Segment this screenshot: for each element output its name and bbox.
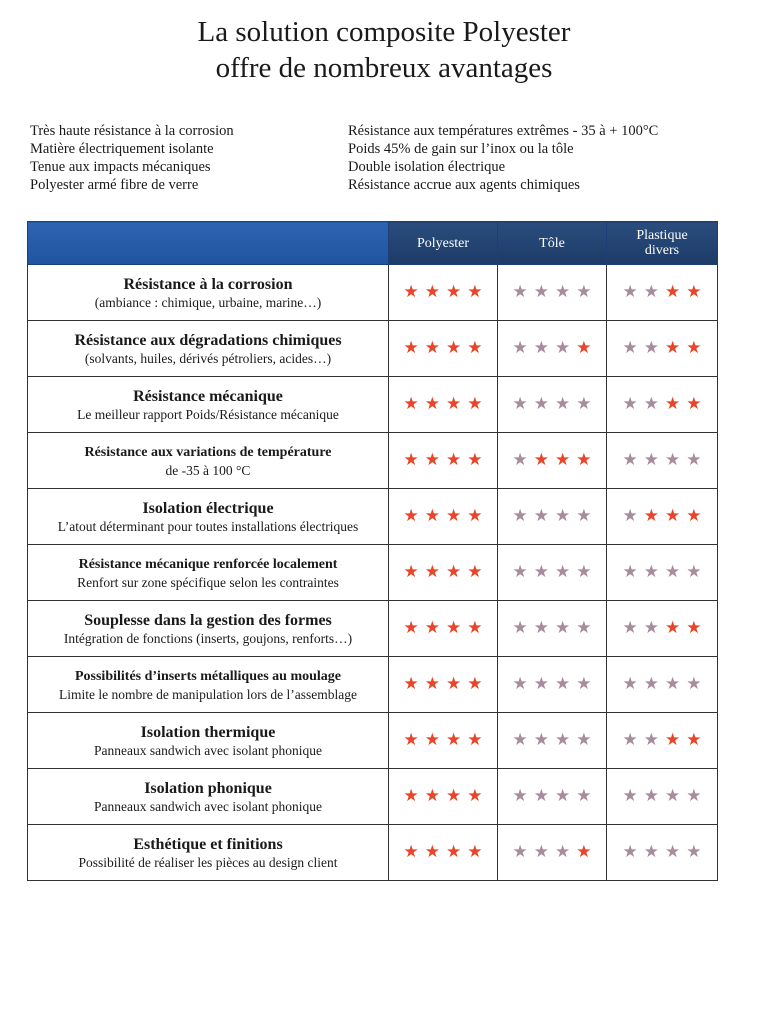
advantage-item: Résistance accrue aux agents chimiques [348,177,580,193]
criteria-cell [28,825,389,881]
rating-cell-plastique [607,545,718,601]
rating-cell-plastique [607,825,718,881]
star-rating [623,451,702,469]
star-empty-icon: ★ [555,282,571,302]
star-empty-icon: ★ [622,786,638,806]
table-row [28,433,718,489]
criteria-cell [28,657,389,713]
star-filled-icon: ★ [686,506,702,526]
criteria-description: de -35 à 100 °C [165,462,251,478]
star-filled-icon: ★ [403,338,419,358]
rating-cell-tole [498,657,607,713]
criteria-title: Isolation phonique [144,779,272,797]
rating-cell-tole [498,769,607,825]
criteria-description: Le meilleur rapport Poids/Résistance mécanique [77,406,339,422]
star-filled-icon: ★ [446,394,462,414]
rating-cell-polyester [389,265,498,321]
star-rating [513,731,592,749]
star-filled-icon: ★ [403,674,419,694]
criteria-description: (solvants, huiles, dérivés pétroliers, acides…) [84,350,332,366]
criteria-title: Résistance mécanique renforcée localement [78,556,338,572]
star-empty-icon: ★ [533,394,549,414]
star-rating [513,675,592,693]
criteria-description: Intégration de fonctions (inserts, goujons, renforts…) [63,630,353,646]
criteria-title: Souplesse dans la gestion des formes [84,611,332,629]
star-rating [513,843,592,861]
star-filled-icon: ★ [446,506,462,526]
criteria-title: Isolation électrique [142,499,274,517]
criteria-cell [28,321,389,377]
star-empty-icon: ★ [643,618,659,638]
star-empty-icon: ★ [643,730,659,750]
star-rating [623,339,702,357]
rating-cell-polyester [389,601,498,657]
star-empty-icon: ★ [622,562,638,582]
advantage-item: Double isolation électrique [348,159,506,175]
star-rating [623,507,702,525]
star-empty-icon: ★ [576,394,592,414]
star-filled-icon: ★ [403,730,419,750]
star-filled-icon: ★ [576,338,592,358]
star-rating [404,339,483,357]
star-empty-icon: ★ [512,506,528,526]
star-empty-icon: ★ [643,842,659,862]
star-filled-icon: ★ [576,842,592,862]
star-filled-icon: ★ [446,338,462,358]
star-filled-icon: ★ [424,618,440,638]
criteria-description: Limite le nombre de manipulation lors de l’assemblage [58,686,358,702]
star-empty-icon: ★ [512,730,528,750]
criteria-description: Renfort sur zone spécifique selon les contraintes [77,574,339,590]
star-empty-icon: ★ [533,506,549,526]
star-filled-icon: ★ [467,618,483,638]
star-filled-icon: ★ [665,282,681,302]
star-empty-icon: ★ [533,618,549,638]
advantage-item: Résistance aux températures extrêmes - 35 à + 100°C [348,123,659,139]
rating-cell-polyester [389,433,498,489]
star-filled-icon: ★ [446,282,462,302]
rating-cell-tole [498,265,607,321]
star-rating [404,731,483,749]
criteria-title: Isolation thermique [140,723,276,741]
star-empty-icon: ★ [512,842,528,862]
title-line-2: offre de nombreux avantages [215,52,553,84]
star-filled-icon: ★ [424,450,440,470]
star-filled-icon: ★ [446,618,462,638]
star-filled-icon: ★ [424,506,440,526]
criteria-title: Résistance mécanique [133,387,283,405]
star-empty-icon: ★ [533,674,549,694]
star-filled-icon: ★ [424,394,440,414]
table-row [28,489,718,545]
rating-cell-plastique [607,433,718,489]
star-filled-icon: ★ [467,674,483,694]
star-empty-icon: ★ [512,674,528,694]
star-empty-icon: ★ [622,450,638,470]
criteria-cell [28,265,389,321]
advantage-item: Polyester armé fibre de verre [30,177,199,193]
star-empty-icon: ★ [512,394,528,414]
star-filled-icon: ★ [424,842,440,862]
star-filled-icon: ★ [467,506,483,526]
advantage-item: Poids 45% de gain sur l’inox ou la tôle [348,141,574,157]
star-empty-icon: ★ [533,282,549,302]
star-filled-icon: ★ [555,450,571,470]
star-filled-icon: ★ [686,394,702,414]
star-filled-icon: ★ [403,506,419,526]
table-row [28,657,718,713]
title-line-1: La solution composite Polyester [197,16,571,48]
star-empty-icon: ★ [643,282,659,302]
criteria-header [28,222,389,265]
star-filled-icon: ★ [403,786,419,806]
star-filled-icon: ★ [446,786,462,806]
star-empty-icon: ★ [665,786,681,806]
rating-cell-tole [498,545,607,601]
star-empty-icon: ★ [686,786,702,806]
star-filled-icon: ★ [686,338,702,358]
star-empty-icon: ★ [533,842,549,862]
star-empty-icon: ★ [555,562,571,582]
rating-cell-polyester [389,545,498,601]
star-rating [623,787,702,805]
star-empty-icon: ★ [533,786,549,806]
star-filled-icon: ★ [403,618,419,638]
star-empty-icon: ★ [555,730,571,750]
comparison-table [27,221,718,881]
criteria-cell [28,601,389,657]
star-empty-icon: ★ [576,506,592,526]
star-empty-icon: ★ [512,562,528,582]
star-empty-icon: ★ [686,842,702,862]
star-filled-icon: ★ [467,450,483,470]
star-empty-icon: ★ [512,618,528,638]
star-rating [623,619,702,637]
star-empty-icon: ★ [643,394,659,414]
star-empty-icon: ★ [576,674,592,694]
star-empty-icon: ★ [533,338,549,358]
table-header-row [28,222,718,265]
star-empty-icon: ★ [622,618,638,638]
star-empty-icon: ★ [643,338,659,358]
star-filled-icon: ★ [467,730,483,750]
star-empty-icon: ★ [622,674,638,694]
star-empty-icon: ★ [555,842,571,862]
star-filled-icon: ★ [576,450,592,470]
star-empty-icon: ★ [643,786,659,806]
rating-cell-tole [498,321,607,377]
rating-cell-polyester [389,377,498,433]
star-rating [623,283,702,301]
rating-cell-tole [498,433,607,489]
criteria-cell [28,433,389,489]
star-empty-icon: ★ [533,562,549,582]
column-header-plastique [607,222,718,265]
rating-cell-plastique [607,377,718,433]
star-filled-icon: ★ [686,730,702,750]
column-header-polyester: Polyester [389,222,498,265]
star-empty-icon: ★ [686,450,702,470]
criteria-description: Panneaux sandwich avec isolant phonique [94,742,322,758]
star-rating [404,787,483,805]
table-row [28,321,718,377]
rating-cell-plastique [607,601,718,657]
star-filled-icon: ★ [424,730,440,750]
star-rating [623,731,702,749]
star-rating [623,675,702,693]
criteria-title: Résistance aux dégradations chimiques [74,331,342,349]
star-rating [404,395,483,413]
rating-cell-plastique [607,265,718,321]
criteria-cell [28,489,389,545]
criteria-title: Esthétique et finitions [133,835,283,853]
star-rating [513,619,592,637]
star-empty-icon: ★ [512,450,528,470]
advantage-item: Tenue aux impacts mécaniques [30,159,211,175]
star-empty-icon: ★ [665,450,681,470]
star-filled-icon: ★ [446,562,462,582]
star-empty-icon: ★ [622,506,638,526]
star-filled-icon: ★ [424,562,440,582]
star-empty-icon: ★ [555,674,571,694]
star-filled-icon: ★ [665,394,681,414]
star-filled-icon: ★ [424,338,440,358]
criteria-title: Résistance aux variations de température [84,444,332,460]
star-filled-icon: ★ [665,506,681,526]
rating-cell-polyester [389,489,498,545]
rating-cell-polyester [389,657,498,713]
criteria-cell [28,713,389,769]
star-filled-icon: ★ [467,394,483,414]
star-filled-icon: ★ [467,282,483,302]
star-empty-icon: ★ [643,450,659,470]
star-empty-icon: ★ [686,562,702,582]
star-empty-icon: ★ [555,618,571,638]
star-empty-icon: ★ [576,282,592,302]
rating-cell-tole [498,377,607,433]
star-rating [404,675,483,693]
table-row [28,601,718,657]
criteria-description: Panneaux sandwich avec isolant phonique [94,798,322,814]
star-rating [404,283,483,301]
star-filled-icon: ★ [403,562,419,582]
star-filled-icon: ★ [446,842,462,862]
column-header-tole: Tôle [498,222,607,265]
rating-cell-polyester [389,769,498,825]
rating-cell-plastique [607,769,718,825]
criteria-description: L’atout déterminant pour toutes installations électriques [57,518,359,534]
star-filled-icon: ★ [665,618,681,638]
rating-cell-plastique [607,657,718,713]
star-filled-icon: ★ [446,730,462,750]
star-empty-icon: ★ [622,338,638,358]
star-empty-icon: ★ [555,338,571,358]
star-filled-icon: ★ [403,282,419,302]
table-row [28,713,718,769]
star-filled-icon: ★ [446,450,462,470]
star-filled-icon: ★ [467,562,483,582]
star-empty-icon: ★ [576,618,592,638]
star-filled-icon: ★ [467,842,483,862]
star-empty-icon: ★ [665,842,681,862]
star-empty-icon: ★ [665,562,681,582]
criteria-description: Possibilité de réaliser les pièces au design client [78,854,338,870]
advantages-right-list [348,122,658,194]
star-filled-icon: ★ [686,618,702,638]
star-rating [623,395,702,413]
star-filled-icon: ★ [424,674,440,694]
star-rating [623,563,702,581]
column-header-plastique-label: Plastique divers [636,228,688,258]
star-empty-icon: ★ [576,730,592,750]
star-empty-icon: ★ [533,730,549,750]
criteria-cell [28,769,389,825]
star-filled-icon: ★ [665,338,681,358]
star-rating [404,619,483,637]
rating-cell-plastique [607,713,718,769]
star-rating [513,283,592,301]
table-row [28,825,718,881]
table-row [28,377,718,433]
star-filled-icon: ★ [467,338,483,358]
criteria-title: Possibilités d’inserts métalliques au moulage [74,668,341,684]
table-row [28,265,718,321]
page-title [0,14,768,86]
criteria-title: Résistance à la corrosion [123,275,293,293]
rating-cell-plastique [607,489,718,545]
star-rating [513,339,592,357]
rating-cell-polyester [389,321,498,377]
criteria-cell [28,545,389,601]
star-empty-icon: ★ [512,786,528,806]
rating-cell-polyester [389,825,498,881]
table-row [28,769,718,825]
star-filled-icon: ★ [665,730,681,750]
star-rating [513,395,592,413]
star-empty-icon: ★ [622,730,638,750]
star-empty-icon: ★ [686,674,702,694]
star-empty-icon: ★ [555,506,571,526]
star-rating [513,787,592,805]
criteria-description: (ambiance : chimique, urbaine, marine…) [94,294,322,310]
rating-cell-tole [498,489,607,545]
star-empty-icon: ★ [622,842,638,862]
rating-cell-tole [498,713,607,769]
star-rating [513,507,592,525]
star-empty-icon: ★ [643,674,659,694]
star-empty-icon: ★ [643,562,659,582]
star-rating [513,451,592,469]
star-filled-icon: ★ [533,450,549,470]
star-filled-icon: ★ [403,842,419,862]
star-empty-icon: ★ [555,786,571,806]
star-rating [404,563,483,581]
table-row [28,545,718,601]
advantage-item: Matière électriquement isolante [30,141,214,157]
star-rating [404,451,483,469]
star-filled-icon: ★ [424,786,440,806]
star-rating [623,843,702,861]
star-empty-icon: ★ [555,394,571,414]
star-filled-icon: ★ [424,282,440,302]
star-rating [513,563,592,581]
star-filled-icon: ★ [467,786,483,806]
rating-cell-polyester [389,713,498,769]
star-empty-icon: ★ [512,338,528,358]
star-filled-icon: ★ [686,282,702,302]
star-empty-icon: ★ [576,786,592,806]
criteria-cell [28,377,389,433]
star-empty-icon: ★ [512,282,528,302]
star-empty-icon: ★ [665,674,681,694]
star-empty-icon: ★ [576,562,592,582]
table-body [28,265,718,881]
star-filled-icon: ★ [643,506,659,526]
advantages-left-list [30,122,234,194]
star-filled-icon: ★ [403,394,419,414]
star-filled-icon: ★ [446,674,462,694]
advantage-item: Très haute résistance à la corrosion [30,123,234,139]
rating-cell-tole [498,601,607,657]
star-empty-icon: ★ [622,394,638,414]
rating-cell-tole [498,825,607,881]
star-empty-icon: ★ [622,282,638,302]
star-rating [404,843,483,861]
star-filled-icon: ★ [403,450,419,470]
star-rating [404,507,483,525]
rating-cell-plastique [607,321,718,377]
